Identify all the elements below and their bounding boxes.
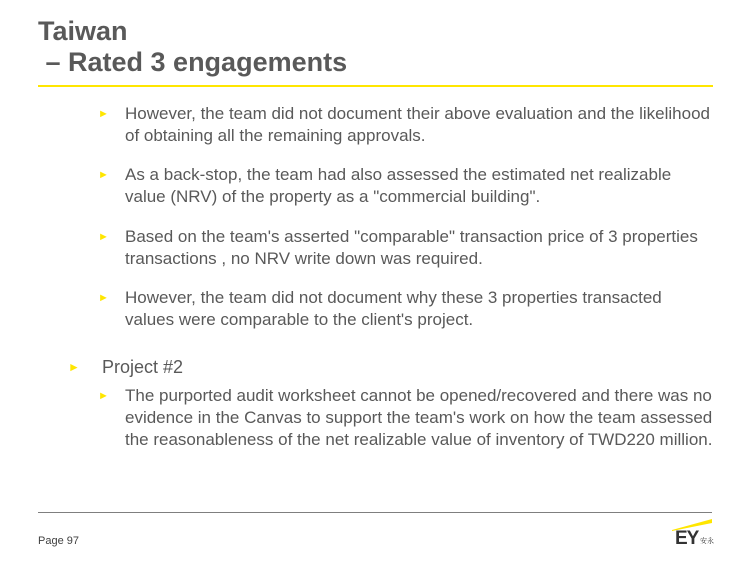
- bullet-item: [98, 103, 715, 147]
- title-line-2: – Rated 3 engagements: [38, 47, 348, 77]
- section-heading-text: Project #2: [102, 357, 184, 377]
- bullet-text: However, the team did not document their above evaluation and the likelihood of obtaining all the remaining approvals.: [125, 104, 710, 145]
- bullet-text: However, the team did not document why these 3 properties transacted values were comparable to the client's project.: [125, 288, 662, 329]
- bullet-item: [98, 164, 715, 208]
- bullet-item: [98, 385, 715, 451]
- bullet-arrow-icon: ►: [98, 169, 109, 181]
- page-number: Page 97: [38, 535, 79, 547]
- bullet-item: [98, 226, 715, 270]
- bullet-arrow-icon: ►: [98, 390, 109, 402]
- logo-cjk-text: 安永: [700, 538, 714, 545]
- section-heading-item: [68, 356, 702, 378]
- footer-divider: [38, 512, 712, 513]
- bullet-item: [98, 287, 715, 331]
- bullet-text: The purported audit worksheet cannot be opened/recovered and there was no evidence in the Canvas to support the team's work on how the team assessed the reasonableness of the net realizable value of inventory of TWD220 million.: [125, 386, 713, 449]
- bullet-text: As a back-stop, the team had also assessed the estimated net realizable value (NRV) of the property as a "commercial building".: [125, 165, 672, 206]
- bullet-arrow-icon: ►: [98, 108, 109, 120]
- bullet-arrow-icon: ►: [98, 231, 109, 243]
- bullet-arrow-icon: ►: [68, 360, 80, 374]
- ey-logo: [672, 517, 717, 553]
- logo-wordmark: EY: [675, 528, 699, 549]
- bullet-arrow-icon: ►: [98, 292, 109, 304]
- bullet-text: Based on the team's asserted "comparable" transaction price of 3 properties transactions , no NRV write down was required.: [125, 227, 698, 268]
- title-line-1: Taiwan: [38, 16, 128, 46]
